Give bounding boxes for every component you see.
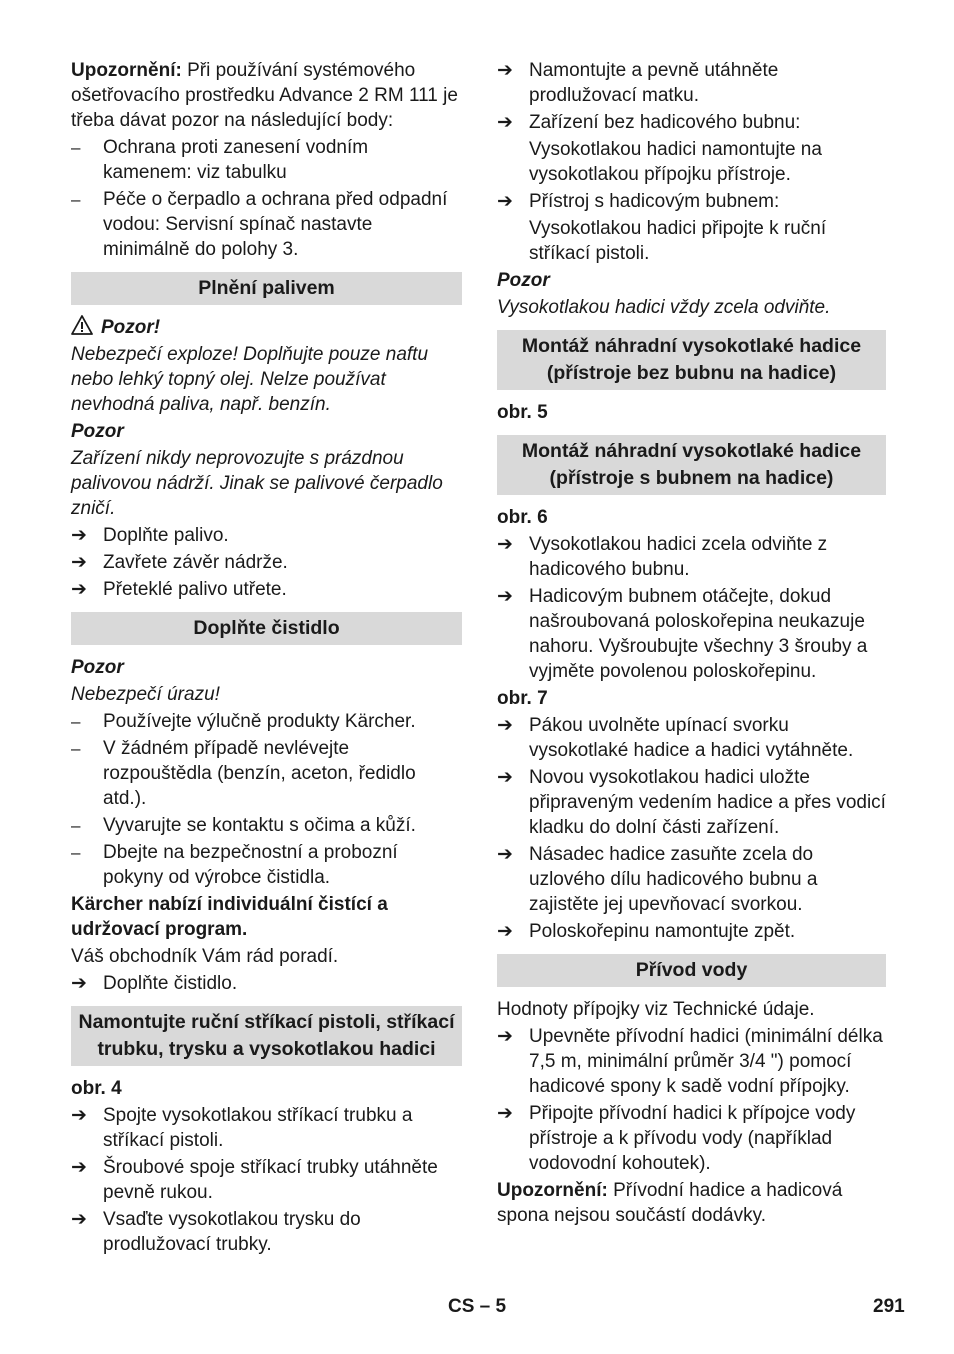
note-text: Přívodní hadice a hadicová spona nejsou součástí dodávky. (497, 1180, 843, 1226)
footer-language-code: CS – 5 (448, 1296, 507, 1317)
arrow-right-icon: ➔ (71, 552, 87, 573)
note-label: Upozornění: (497, 1180, 608, 1201)
step-text: Namontujte a pevně utáhněte prodlužovací matku. (529, 60, 779, 106)
step-subtext (497, 137, 886, 187)
arrow-right-icon: ➔ (497, 1026, 513, 1047)
caution-label: Pozor (71, 421, 124, 442)
step-text: Hadicovým bubnem otáčejte, dokud našroubovaná poloskořepina neukazuje nahoru. Vyšroubujte všechny 3 šrouby a vyjměte povolenou poloskořepinu. (529, 586, 868, 682)
dash-bullet: – (71, 190, 81, 209)
list-item-text: V žádném případě nevlévejte rozpouštědla (benzín, aceton, ředidlo atd.). (103, 738, 416, 809)
arrow-right-icon: ➔ (497, 112, 513, 133)
list-item (71, 709, 462, 734)
arrow-right-icon: ➔ (497, 60, 513, 81)
danger-label (71, 315, 462, 340)
step-text: Doplňte čistidlo. (103, 973, 238, 994)
dealer-text: Váš obchodník Vám rád poradí. (71, 946, 339, 967)
step-item (71, 1207, 462, 1257)
step-item (497, 584, 886, 684)
figure-ref: obr. 4 (71, 1078, 122, 1099)
arrow-right-icon: ➔ (71, 525, 87, 546)
step-item (497, 919, 886, 944)
step-item (497, 765, 886, 840)
danger-label-text: Pozor! (101, 317, 161, 338)
step-item (71, 1155, 462, 1205)
arrow-right-icon: ➔ (71, 579, 87, 600)
step-item (497, 110, 886, 135)
caution-text: Zařízení nikdy neprovozujte s prázdnou palivovou nádrží. Jinak se palivové čerpadlo zničí. (71, 448, 443, 519)
step-text: Upevněte přívodní hadici (minimální délka 7,5 m, minimální průměr 3/4 ") pomocí hadicové spony k sadě vodní přípojky. (529, 1026, 883, 1097)
step-text: Násadec hadice zasuňte zcela do uzlového dílu hadicového bubnu a zajistěte jej upevňovací svorkou. (529, 844, 818, 915)
step-text: Zařízení bez hadicového bubnu: (529, 112, 801, 133)
list-item (71, 135, 462, 185)
list-item (71, 840, 462, 890)
step-text: Šroubové spoje stříkací trubky utáhněte pevně rukou. (103, 1157, 438, 1203)
arrow-right-icon: ➔ (71, 973, 87, 994)
dash-bullet: – (71, 843, 81, 862)
step-item (71, 550, 462, 575)
step-text: Spojte vysokotlakou stříkací trubku a stříkací pistoli. (103, 1105, 413, 1151)
step-text: Přístroj s hadicovým bubnem: (529, 191, 780, 212)
step-text: Vysokotlakou hadici zcela odviňte z hadicového bubnu. (529, 534, 828, 580)
note-text: Při používání systémového ošetřovacího prostředku Advance 2 RM 111 je třeba dávat pozor na následující body: (71, 60, 458, 131)
section-heading-water: Přívod vody (497, 954, 886, 987)
caution-text: Nebezpečí úrazu! (71, 684, 220, 705)
arrow-right-icon: ➔ (497, 767, 513, 788)
left-column (71, 58, 462, 1259)
section-heading-assembly: Namontujte ruční stříkací pistoli, stříkací trubku, trysku a vysokotlakou hadici (71, 1006, 462, 1066)
step-item (71, 523, 462, 548)
section-heading-replace-no-drum: Montáž náhradní vysokotlaké hadice (přístroje bez bubnu na hadice) (497, 330, 886, 390)
list-item-text: Používejte výlučně produkty Kärcher. (103, 711, 416, 732)
section-heading-detergent: Doplňte čistidlo (71, 612, 462, 645)
warning-triangle-icon (71, 315, 93, 335)
arrow-right-icon: ➔ (71, 1209, 87, 1230)
step-text: Doplňte palivo. (103, 525, 229, 546)
dash-bullet: – (71, 712, 81, 731)
water-intro: Hodnoty přípojky viz Technické údaje. (497, 999, 815, 1020)
step-item (497, 1101, 886, 1176)
dash-bullet: – (71, 739, 81, 758)
program-text: Kärcher nabízí individuální čistící a udržovací program. (71, 894, 388, 940)
list-item-text: Dbejte na bezpečnostní a probozní pokyny od výrobce čistidla. (103, 842, 398, 888)
note-paragraph (71, 58, 462, 133)
step-text: Vysokotlakou hadici připojte k ruční stříkací pistoli. (529, 218, 827, 264)
list-item-text: Vyvarujte se kontaktu s očima a kůží. (103, 815, 416, 836)
arrow-right-icon: ➔ (497, 586, 513, 607)
list-item (71, 813, 462, 838)
step-text: Pákou uvolněte upínací svorku vysokotlaké hadice a hadici vytáhněte. (529, 715, 854, 761)
list-item-text: Ochrana proti zanesení vodním kamenem: viz tabulku (103, 137, 369, 183)
step-item (497, 532, 886, 582)
step-text: Zavřete závěr nádrže. (103, 552, 288, 573)
step-item (497, 842, 886, 917)
right-column (497, 58, 886, 1230)
caution-text: Vysokotlakou hadici vždy zcela odviňte. (497, 297, 831, 318)
danger-text: Nebezpečí exploze! Doplňujte pouze naftu nebo lehký topný olej. Nelze používat nevhodná paliva, např. benzín. (71, 344, 429, 415)
step-item (71, 971, 462, 996)
section-heading-fuel: Plnění palivem (71, 272, 462, 305)
step-item (497, 58, 886, 108)
list-item-text: Péče o čerpadlo a ochrana před odpadní vodou: Servisní spínač nastavte minimálně do polohy 3. (103, 189, 448, 260)
section-heading-replace-drum: Montáž náhradní vysokotlaké hadice (přístroje s bubnem na hadice) (497, 435, 886, 495)
arrow-right-icon: ➔ (497, 921, 513, 942)
arrow-right-icon: ➔ (497, 844, 513, 865)
step-item (71, 1103, 462, 1153)
figure-ref: obr. 7 (497, 688, 548, 709)
figure-ref: obr. 5 (497, 402, 548, 423)
step-text: Poloskořepinu namontujte zpět. (529, 921, 796, 942)
dash-bullet: – (71, 138, 81, 157)
step-item (497, 1024, 886, 1099)
caution-label: Pozor (497, 270, 550, 291)
step-item (497, 713, 886, 763)
note-label: Upozornění: (71, 60, 182, 81)
step-text: Novou vysokotlakou hadici uložte připraveným vedením hadice a přes vodicí kladku do dolní části zařízení. (529, 767, 886, 838)
step-subtext (497, 216, 886, 266)
list-item (71, 187, 462, 262)
list-item (71, 736, 462, 811)
step-text: Vysokotlakou hadici namontujte na vysokotlakou přípojku přístroje. (529, 139, 822, 185)
step-text: Připojte přívodní hadici k přípojce vody přístroje a k přívodu vody (například vodovodní kohoutek). (529, 1103, 856, 1174)
arrow-right-icon: ➔ (497, 191, 513, 212)
dash-bullet: – (71, 816, 81, 835)
step-item (71, 577, 462, 602)
arrow-right-icon: ➔ (71, 1157, 87, 1178)
arrow-right-icon: ➔ (497, 534, 513, 555)
step-item (497, 189, 886, 214)
arrow-right-icon: ➔ (71, 1105, 87, 1126)
caution-label: Pozor (71, 657, 124, 678)
step-text: Přeteklé palivo utřete. (103, 579, 287, 600)
page-number: 291 (873, 1296, 905, 1317)
figure-ref: obr. 6 (497, 507, 548, 528)
arrow-right-icon: ➔ (497, 1103, 513, 1124)
water-note (497, 1178, 886, 1228)
step-text: Vsaďte vysokotlakou trysku do prodlužovací trubky. (103, 1209, 361, 1255)
arrow-right-icon: ➔ (497, 715, 513, 736)
